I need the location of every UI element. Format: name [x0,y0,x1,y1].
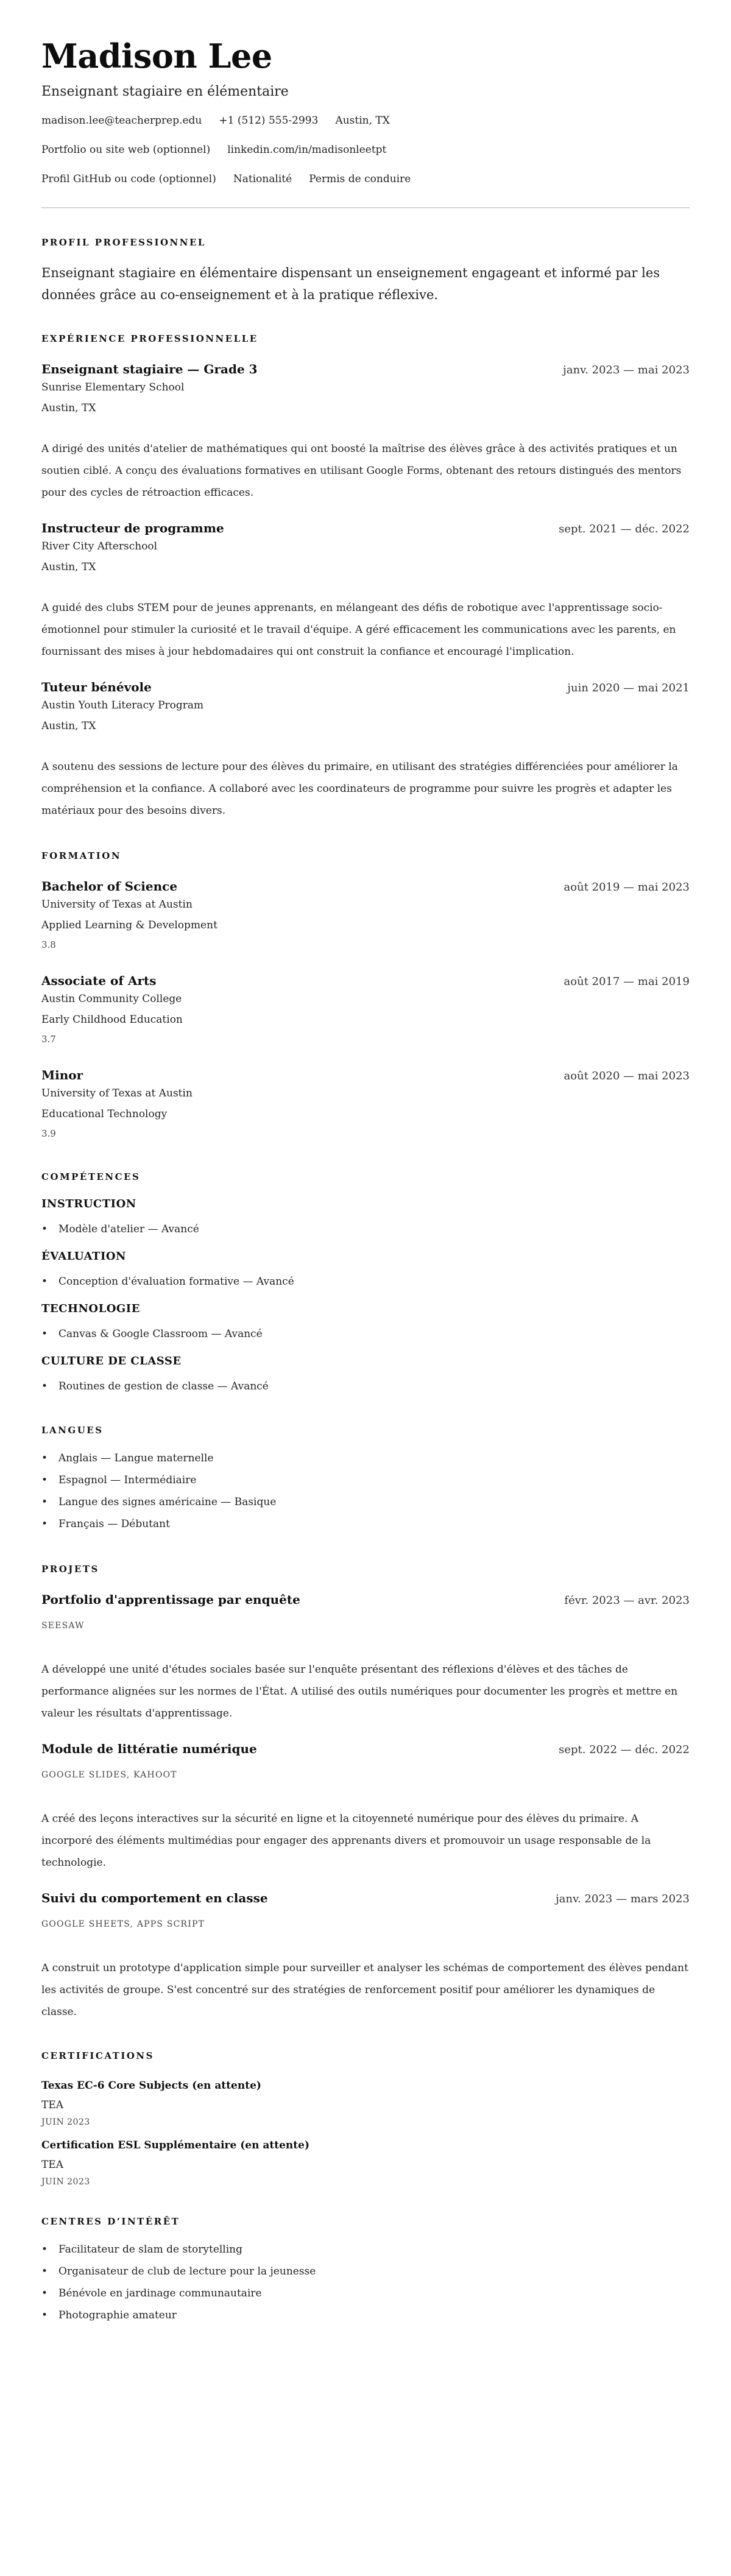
certification-entry [41,2137,690,2189]
nationality: Nationalité [233,173,292,185]
certification-name: Texas EC-6 Core Subjects (en attente) [41,2080,261,2092]
interest-list [41,2239,690,2326]
school: University of Texas at Austin [41,1087,192,1099]
certification-date: JUIN 2023 [41,2117,90,2127]
project-tech: GOOGLE SHEETS, APPS SCRIPT [41,1919,205,1929]
candidate-name: Madison Lee [41,37,272,76]
gpa: 3.8 [41,939,56,950]
profile-summary: Enseignant stagiaire en élémentaire dispensant un enseignement engageant et informé par les données grâce au co-enseignement et à la pratique réflexive. [41,266,660,302]
language-item: • Langue des signes américaine — Basique [41,1491,690,1513]
job-dates: sept. 2021 — déc. 2022 [559,523,690,535]
job-description: A soutenu des sessions de lecture pour des élèves du primaire, en utilisant des stratégies différenciées pour améliorer la compréhension et la confiance. A collaboré avec les coordinateurs de programme pour suivre les progrès et adapter les matériaux pour des besoins divers. [41,761,678,817]
section-title: PROFIL PROFESSIONNEL [41,237,206,248]
language-list [41,1447,690,1535]
phone-number: +1 (512) 555-2993 [219,115,319,127]
education-entry [41,878,690,951]
education-entry [41,972,690,1046]
school: University of Texas at Austin [41,898,192,911]
skill-item: • Canvas & Google Classroom — Avancé [41,1323,690,1345]
section-title: LANGUES [41,1425,104,1436]
field-of-study: Early Childhood Education [41,1014,183,1026]
field-of-study: Educational Technology [41,1108,168,1120]
job-location: Austin, TX [41,720,96,732]
skill-category: INSTRUCTION [41,1198,136,1210]
job-dates: juin 2020 — mai 2021 [567,682,690,694]
school: Austin Community College [41,993,182,1005]
section-experience [41,333,690,822]
project-description: A développé une unité d'études sociales basée sur l'enquête présentant des réflexions d'élèves et des tâches de performance alignées sur les normes de l'État. A utilisé des outils numériques pour documenter les progrès et mettre en valeur les résultats d'apprentissage. [41,1664,678,1720]
certification-date: JUIN 2023 [41,2177,90,2187]
contact-row-1 [41,113,690,128]
certification-issuer: TEA [41,2099,64,2111]
language-item: • Espagnol — Intermédiaire [41,1469,690,1491]
interest-item: • Organisateur de club de lecture pour la jeunesse [41,2260,690,2282]
experience-entry [41,520,690,663]
job-title: Tuteur bénévole [41,680,152,694]
skill-list [41,1375,690,1397]
section-title: COMPÉTENCES [41,1171,141,1182]
linkedin-link[interactable]: linkedin.com/in/madisonleetpt [227,144,387,156]
section-interests [41,2215,690,2326]
skill-group [41,1301,690,1345]
section-title: FORMATION [41,850,122,861]
skill-category: ÉVALUATION [41,1250,126,1263]
interest-item: • Facilitateur de slam de storytelling [41,2239,690,2260]
section-profile [41,236,690,306]
section-languages [41,1424,690,1535]
language-item: • Anglais — Langue maternelle [41,1447,690,1469]
section-education [41,850,690,1140]
job-title: Instructeur de programme [41,521,224,535]
project-description: A créé des leçons interactives sur la sécurité en ligne et la citoyenneté numérique pour des élèves du primaire. A incorporé des éléments multimédias pour engager des apprenants divers et promouvoir un usage responsable de la technologie. [41,1813,651,1869]
skill-group [41,1196,690,1240]
degree: Minor [41,1068,83,1082]
skill-list [41,1323,690,1345]
job-description: A dirigé des unités d'atelier de mathématiques qui ont boosté la maîtrise des élèves grâce à des activités pratiques et un soutien ciblé. A conçu des évaluations formatives en utilisant Google Forms, obtenant des retours distingués des mentors pour des cycles de rétroaction efficaces. [41,443,682,499]
experience-entry [41,361,690,504]
project-tech: GOOGLE SLIDES, KAHOOT [41,1770,177,1780]
skill-item: • Conception d'évaluation formative — Avancé [41,1271,690,1293]
project-name: Suivi du comportement en classe [41,1891,268,1905]
section-skills [41,1171,690,1397]
section-title: CENTRES D’INTÉRÊT [41,2216,180,2227]
project-name: Module de littératie numérique [41,1741,257,1756]
header-divider [41,207,690,208]
employer: River City Afterschool [41,540,158,552]
degree: Associate of Arts [41,973,157,988]
language-item: • Français — Débutant [41,1513,690,1535]
interest-item: • Bénévole en jardinage communautaire [41,2282,690,2304]
project-tech: SEESAW [41,1621,85,1631]
project-entry [41,1740,690,1874]
certification-issuer: TEA [41,2159,64,2171]
skill-list [41,1218,690,1240]
gpa: 3.7 [41,1034,56,1045]
drivers-license: Permis de conduire [309,173,411,185]
location: Austin, TX [335,115,390,127]
project-dates: sept. 2022 — déc. 2022 [559,1743,690,1756]
section-title: PROJETS [41,1564,99,1575]
gpa: 3.9 [41,1128,56,1139]
interest-item: • Photographie amateur [41,2304,690,2326]
job-dates: janv. 2023 — mai 2023 [563,364,690,376]
project-description: A construit un prototype d'application simple pour surveiller et analyser les schémas de comportement des élèves pendant les activités de groupe. S'est concentré sur des stratégies de renforcement positif pour améliorer les dynamiques de classe. [41,1962,688,2018]
project-dates: févr. 2023 — avr. 2023 [564,1594,690,1607]
education-dates: août 2017 — mai 2019 [563,975,690,988]
skill-category: TECHNOLOGIE [41,1302,140,1315]
certification-entry [41,2078,690,2129]
education-entry [41,1067,690,1140]
job-location: Austin, TX [41,402,96,414]
contact-row-3 [41,172,690,186]
contact-row-2 [41,143,690,157]
github-link[interactable]: Profil GitHub ou code (optionnel) [41,173,216,185]
job-location: Austin, TX [41,561,96,573]
field-of-study: Applied Learning & Development [41,919,217,931]
skill-group [41,1249,690,1293]
education-dates: août 2020 — mai 2023 [563,1070,690,1082]
candidate-headline: Enseignant stagiaire en élémentaire [41,84,289,99]
skill-item: • Modèle d'atelier — Avancé [41,1218,690,1240]
project-entry [41,1890,690,2023]
project-entry [41,1591,690,1724]
job-title: Enseignant stagiaire — Grade 3 [41,362,258,376]
skill-item: • Routines de gestion de classe — Avancé [41,1375,690,1397]
education-dates: août 2019 — mai 2023 [563,881,690,894]
experience-entry [41,679,690,822]
section-title: CERTIFICATIONS [41,2050,154,2061]
section-certifications [41,2050,690,2189]
section-projects [41,1563,690,2023]
portfolio-link[interactable]: Portfolio ou site web (optionnel) [41,144,211,156]
project-name: Portfolio d'apprentissage par enquête [41,1592,300,1607]
skill-list [41,1271,690,1293]
job-description: A guidé des clubs STEM pour de jeunes apprenants, en mélangeant des défis de robotique avec l'apprentissage socio-émotionnel pour stimuler la curiosité et le travail d'équipe. A géré efficacement les communications avec les parents, en fournissant des mises à jour hebdomadaires qui ont construit la confiance et encouragé l'implication. [41,602,676,658]
skill-category: CULTURE DE CLASSE [41,1355,182,1367]
certification-name: Certification ESL Supplémentaire (en attente) [41,2139,309,2151]
email-link[interactable]: madison.lee@teacherprep.edu [41,115,202,127]
skill-group [41,1353,690,1397]
degree: Bachelor of Science [41,879,178,894]
section-title: EXPÉRIENCE PROFESSIONNELLE [41,333,258,344]
employer: Austin Youth Literacy Program [41,699,204,711]
project-dates: janv. 2023 — mars 2023 [556,1893,690,1905]
employer: Sunrise Elementary School [41,381,185,393]
resume-header [41,37,690,208]
